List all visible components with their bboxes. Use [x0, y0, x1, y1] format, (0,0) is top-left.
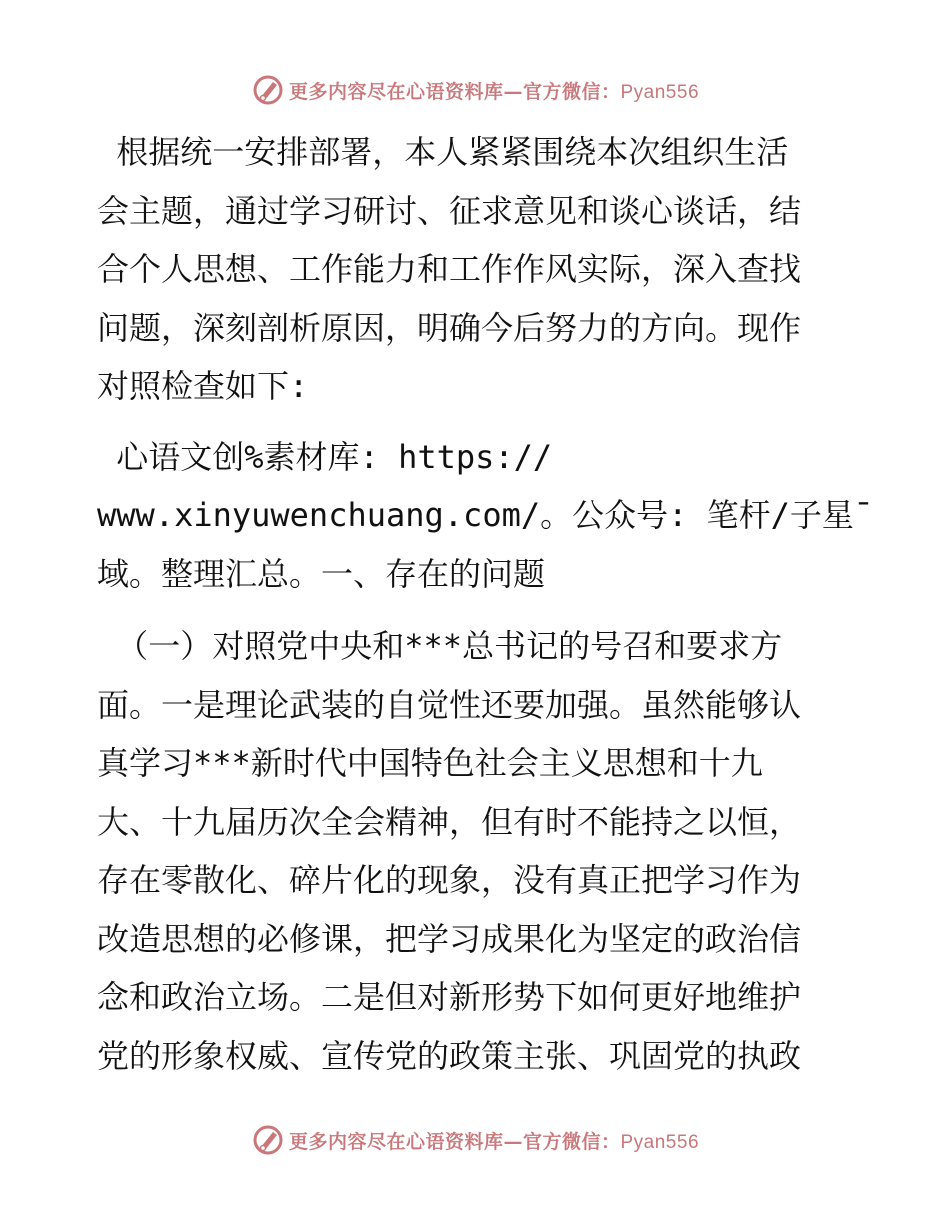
- text-line: 改造思想的必修课，把学习成果化为坚定的政治信: [97, 919, 802, 958]
- text-line: 面。一是理论武装的自觉性还要加强。虽然能够认: [97, 685, 802, 724]
- header-watermark: [0, 70, 950, 110]
- brand-logo-icon: [251, 1123, 285, 1157]
- text-line: 心语文创%素材库: https://: [97, 437, 553, 476]
- source-paragraph: [97, 428, 874, 604]
- brand-logo-icon: [251, 73, 285, 107]
- text-line: 真学习***新时代中国特色社会主义思想和十九: [97, 744, 763, 782]
- text-line: 念和政治立场。二是但对新形势下如何更好地维护: [97, 978, 802, 1016]
- watermark-text: 更多内容尽在心语资料库—官方微信：Pyan556: [288, 1130, 700, 1153]
- text-line: www.xinyuwenchuang.com/。公众号: 笔杆/子星¯: [97, 496, 874, 534]
- text-line: 对照检查如下:: [97, 367, 309, 405]
- text-line: 合个人思想、工作能力和工作作风实际，深入查找: [97, 250, 802, 288]
- text-line: 根据统一安排部署，本人紧紧围绕本次组织生活: [97, 133, 789, 171]
- text-line: 会主题，通过学习研讨、征求意见和谈心谈话，结: [97, 191, 802, 230]
- text-line: 大、十九届历次全会精神，但有时不能持之以恒，: [97, 802, 802, 841]
- text-line: 问题，深刻剖析原因，明确今后努力的方向。现作: [97, 308, 802, 347]
- text-line: 域。整理汇总。一、存在的问题: [97, 554, 546, 593]
- text-line: 存在零散化、碎片化的现象，没有真正把学习作为: [97, 861, 802, 899]
- document-body: [97, 123, 874, 1085]
- section-paragraph: [97, 617, 857, 1085]
- text-line: 党的形象权威、宣传党的政策主张、巩固党的执政: [97, 1036, 802, 1075]
- intro-paragraph: [97, 123, 857, 416]
- text-line: （一）对照党中央和***总书记的号召和要求方: [97, 627, 783, 665]
- watermark-text: 更多内容尽在心语资料库—官方微信：Pyan556: [288, 80, 700, 103]
- footer-watermark: [0, 1120, 950, 1160]
